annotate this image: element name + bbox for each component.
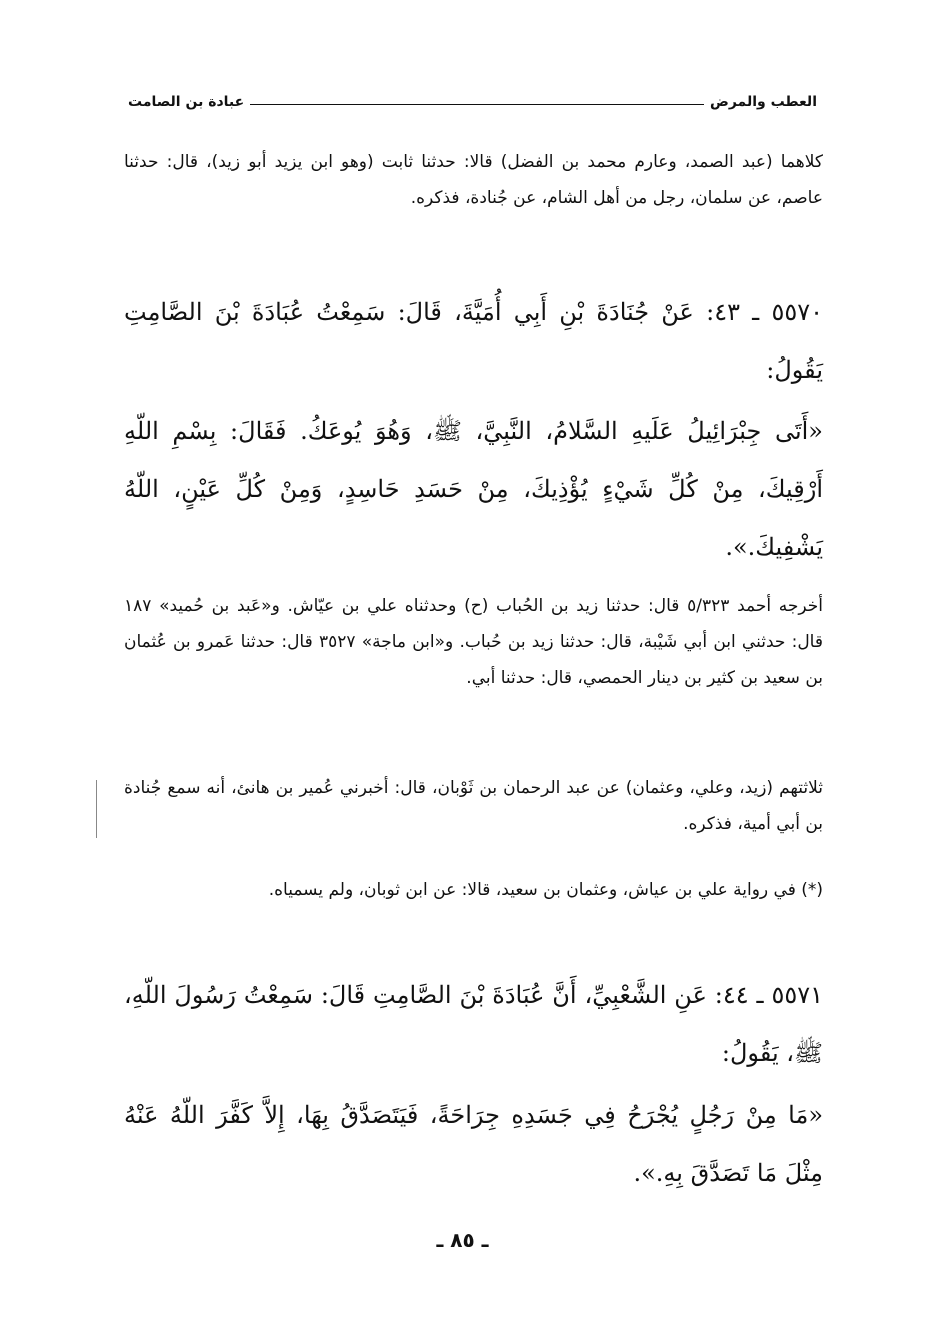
paragraph-chain-intro: كلاهما (عبد الصمد، وعارم محمد بن الفضل) قالا: حدثنا ثابت (وهو ابن يزيد أبو زيد)، قال: حدثنا عاصم، عن سلمان، رجل من أهل الشام، عن جُنادة، فذكره. <box>124 152 823 208</box>
footnote-paragraph: (*) في رواية علي بن عياش، وعثمان بن سعيد، قالا: عن ابن ثوبان، ولم يسمياه. <box>268 880 823 900</box>
chain-summary-paragraph: ثلاثتهم (زيد، وعلي، وعثمان) عن عبد الرحمان بن ثَوْبان، قال: أخبرني عُمير بن هانئ، أنه سمع جُنادة بن أبي أمية، فذكره. <box>124 778 823 834</box>
header-right-title: العطب والمرض <box>710 94 817 110</box>
hadith-5570-text: «أَتَى جِبْرَائِيلُ عَلَيهِ السَّلامُ، النَّبِيَّ، ﷺ، وَهُوَ يُوعَكُ. فَقَالَ: بِسْمِ اللّهِ أَرْقِيكَ، مِنْ كُلِّ شَيْءٍ يُؤْذِيكَ، مِنْ حَسَدِ حَاسِدٍ، وَمِنْ كُلِّ عَيْنٍ، اللّهُ يَشْفِيكَ.». <box>124 417 823 561</box>
takhrij-paragraph: أخرجه أحمد ٥/٣٢٣ قال: حدثنا زيد بن الحُباب (ح) وحدثناه علي بن عيّاش. و«عَبد بن حُميد» ١٨٧ قال: حدثني ابن أبي شَيْبة، قال: حدثنا زيد بن حُباب. و«ابن ماجة» ٣٥٢٧ قال: حدثنا عَمرو بن عُثمان بن سعيد بن كثير بن دينار الحمصي، قال: حدثنا أبي. <box>124 596 823 688</box>
page-number: ـ ٨٥ ـ <box>436 1228 489 1252</box>
header-rule <box>250 104 704 105</box>
margin-mark <box>96 780 97 838</box>
hadith-5571-text: «مَا مِنْ رَجُلٍ يُجْرَحُ فِي جَسَدِهِ جِرَاحَةً، فَيَتَصَدَّقُ بِهَا، إِلاَّ كَفَّرَ اللّهُ عَنْهُ مِثْلَ مَا تَصَدَّقَ بِهِ.». <box>124 1101 823 1187</box>
running-header <box>128 84 817 110</box>
header-left-title: عبادة بن الصامت <box>128 94 245 110</box>
hadith-5570-heading: ٥٥٧٠ ـ ٤٣: عَنْ جُنَادَةَ بْنِ أَبِي أُمَيَّةَ، قَالَ: سَمِعْتُ عُبَادَةَ بْنَ الصَّامِتِ يَقُولُ: <box>124 298 823 384</box>
hadith-5571-heading: ٥٥٧١ ـ ٤٤: عَنِ الشَّعْبِيِّ، أَنَّ عُبَادَةَ بْنَ الصَّامِتِ قَالَ: سَمِعْتُ رَسُولَ اللّهِ، ﷺ، يَقُولُ: <box>124 981 823 1067</box>
